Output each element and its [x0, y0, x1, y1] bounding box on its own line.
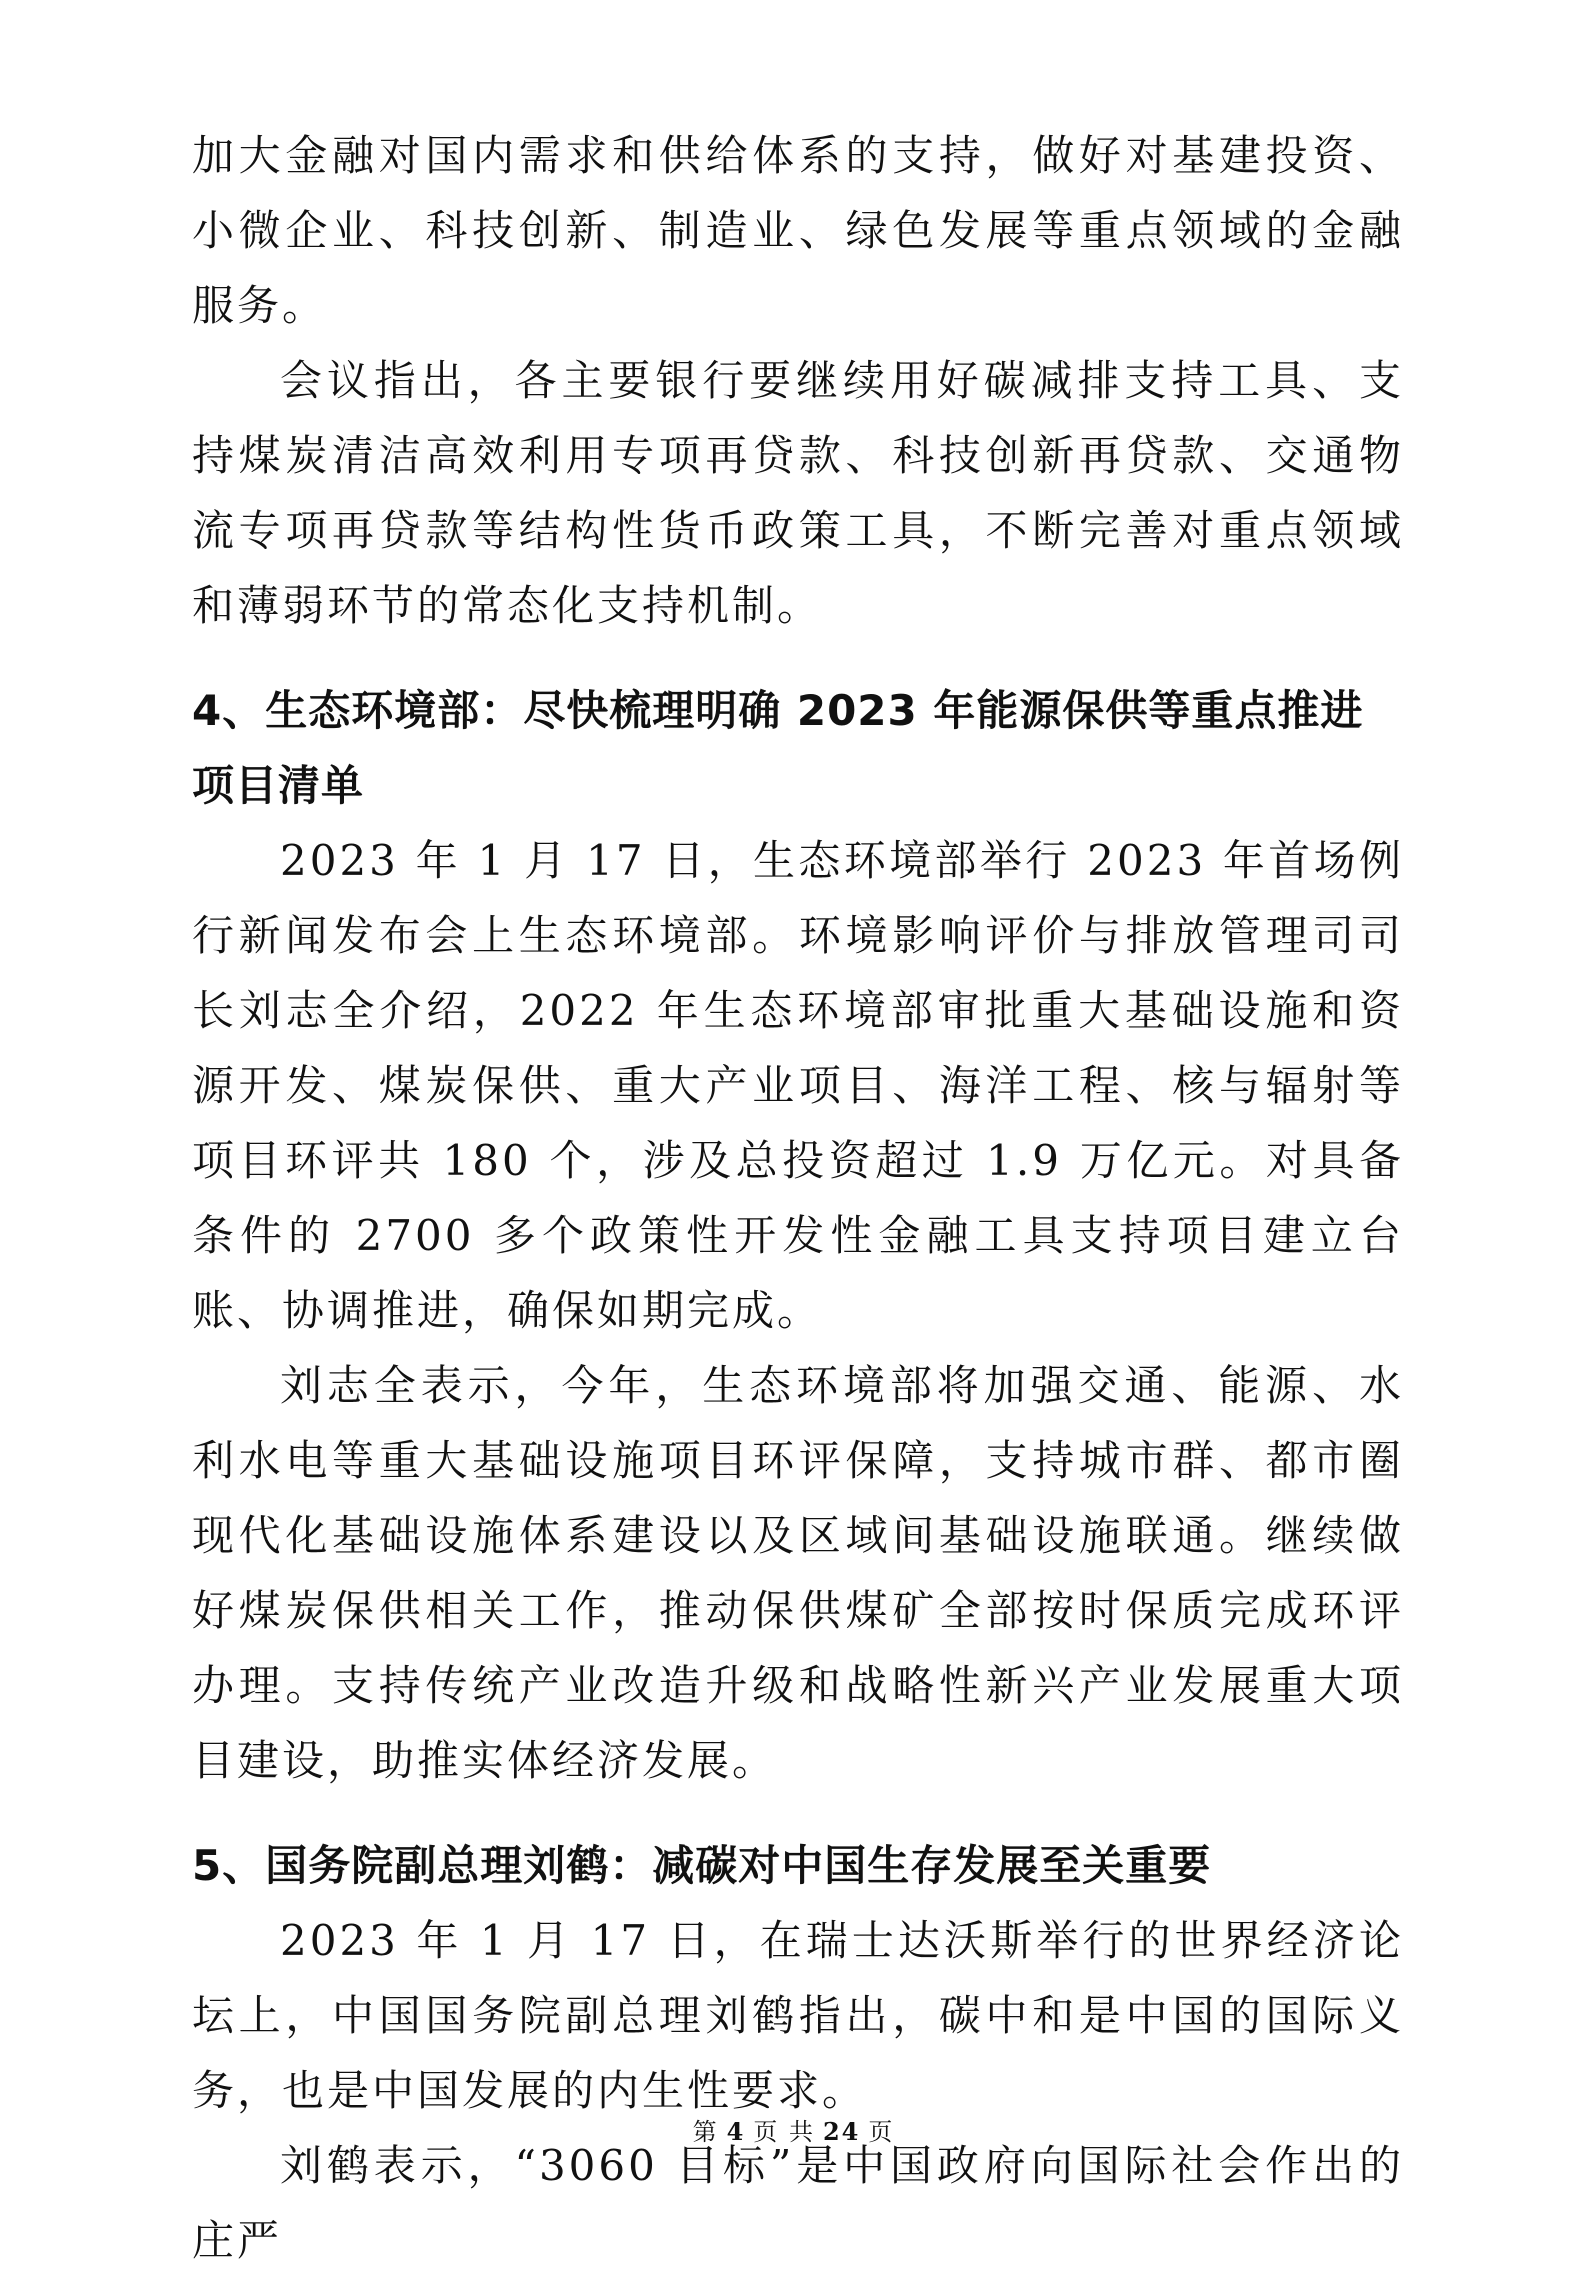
page-footer — [0, 2112, 1587, 2147]
section-heading-5: 5、国务院副总理刘鹤：减碳对中国生存发展至关重要 — [192, 1841, 1212, 1890]
paragraph-meeting-notes: 会议指出，各主要银行要继续用好碳减排支持工具、支持煤炭清洁高效利用专项再贷款、科技创新再贷款、交通物流专项再贷款等结构性货币政策工具，不断完善对重点领域和薄弱环节的常态化支持机制。 — [192, 356, 1404, 630]
paragraph-ecology-press: 2023 年 1 月 17 日，生态环境部举行 2023 年首场例行新闻发布会上生态环境部。环境影响评价与排放管理司司长刘志全介绍，2022 年生态环境部审批重大基础设施和资源开发、煤炭保供、重大产业项目、海洋工程、核与辐射等项目环评共 180 个，涉及总投资超过 1.9 万亿元。对具备条件的 2700 多个政策性开发性金融工具支持项目建立台账、协调推进，确保如期完成。 — [192, 836, 1404, 1335]
footer-prefix: 第 — [692, 2118, 719, 2146]
paragraph-davos: 2023 年 1 月 17 日，在瑞士达沃斯举行的世界经济论坛上，中国国务院副总理刘鹤指出，碳中和是中国的国际义务，也是中国发展的内生性要求。 — [192, 1916, 1404, 2115]
footer-suffix: 页 — [868, 2118, 895, 2146]
paragraph-ecology-plans: 刘志全表示，今年，生态环境部将加强交通、能源、水利水电等重大基础设施项目环评保障，支持城市群、都市圈现代化基础设施体系建设以及区域间基础设施联通。继续做好煤炭保供相关工作，推动保供煤矿全部按时保质完成环评办理。支持传统产业改造升级和战略性新兴产业发展重大项目建设，助推实体经济发展。 — [192, 1361, 1404, 1785]
footer-middle: 页 共 — [753, 2118, 815, 2146]
footer-page-number: 4 — [726, 2117, 746, 2146]
footer-total-pages: 24 — [822, 2117, 861, 2146]
section-heading-4: 4、生态环境部：尽快梳理明确 2023 年能源保供等重点推进项目清单 — [192, 686, 1364, 810]
paragraph-financial-support: 加大金融对国内需求和供给体系的支持，做好对基建投资、小微企业、科技创新、制造业、绿色发展等重点领域的金融服务。 — [192, 131, 1404, 330]
page-body — [192, 118, 1404, 2278]
paragraph-3060-target: 刘鹤表示，“3060 目标”是中国政府向国际社会作出的庄严 — [192, 2141, 1404, 2265]
